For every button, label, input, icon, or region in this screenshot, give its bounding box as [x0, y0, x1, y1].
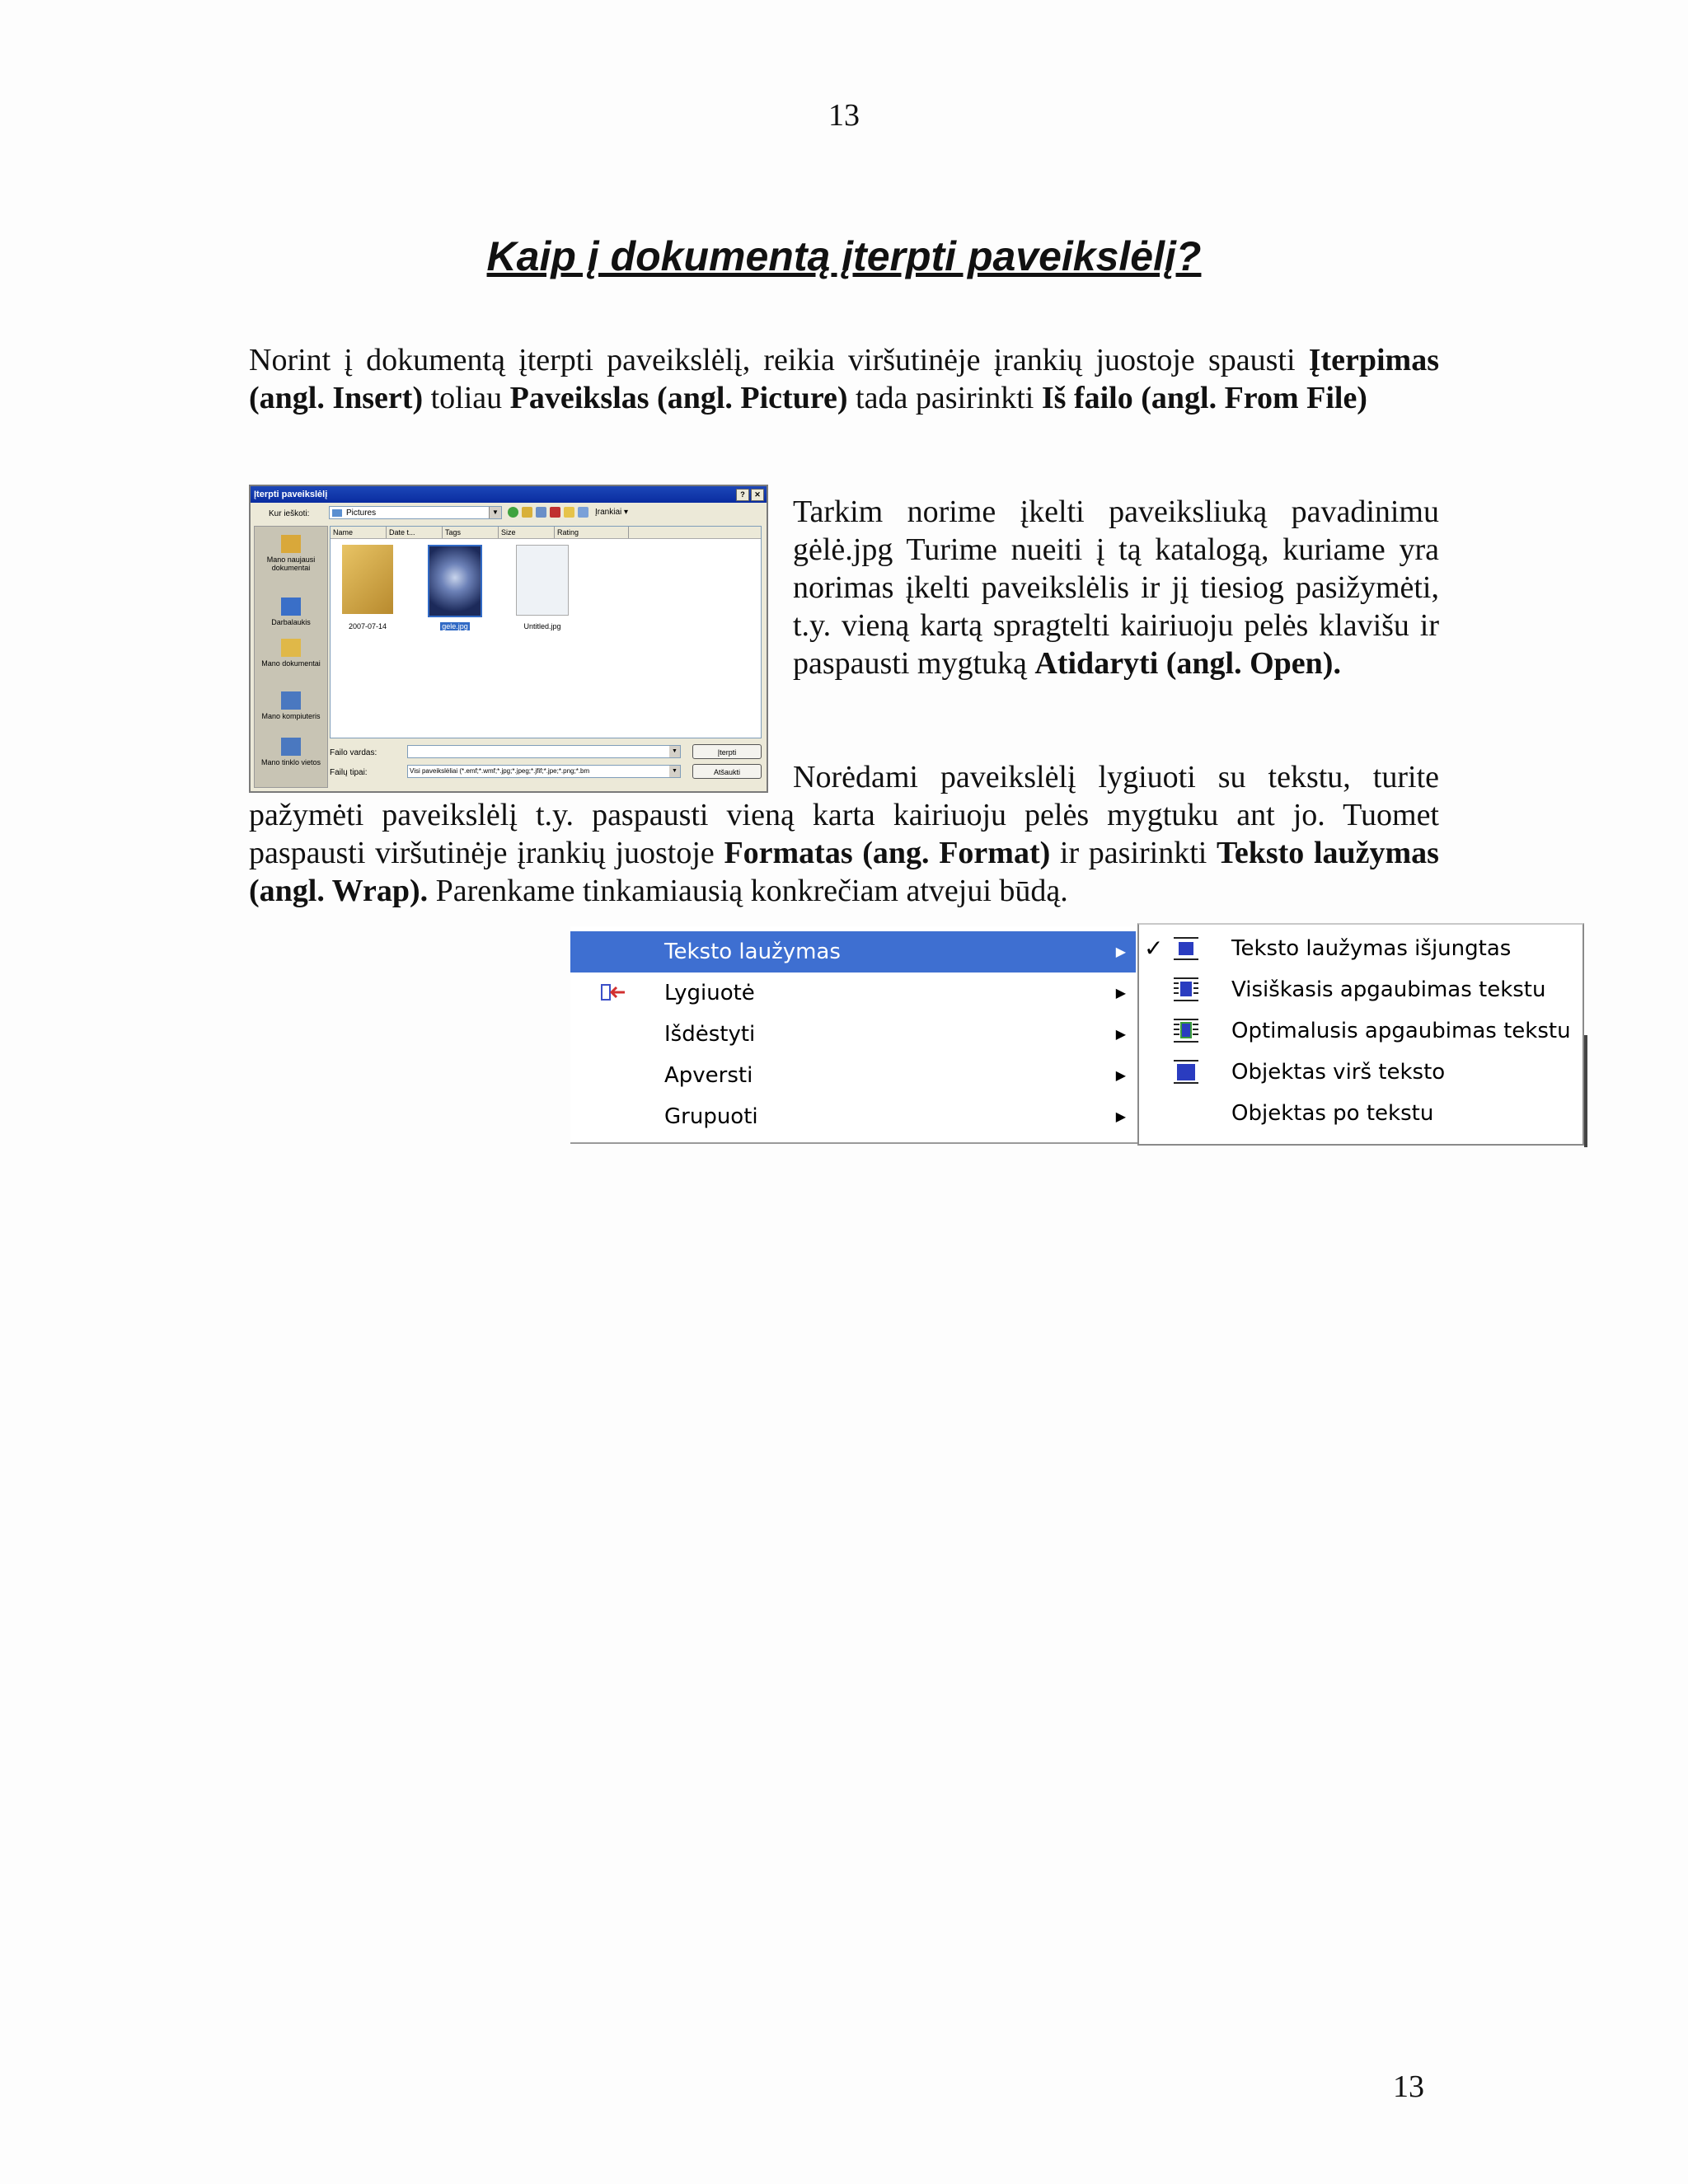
- menu-item-text-wrapping[interactable]: [570, 931, 1136, 972]
- close-button[interactable]: ✕: [751, 489, 764, 501]
- p1-bold-picture: Paveikslas (angl. Picture): [509, 381, 848, 415]
- p1-text-3: tada pasirinkti: [847, 381, 1042, 415]
- dialog-titlebar: [251, 486, 767, 503]
- paragraph-wrap-instructions: [249, 758, 1439, 910]
- p1-bold-insert: Įterpimas (angl. Insert): [249, 343, 1439, 415]
- file-list[interactable]: [330, 526, 762, 738]
- p2-text-1: Tarkim norime įkelti paveiksliuką pavadinimu gėlė.jpg Turime nueiti į tą katalogą, kuriame yra norimas įkelti paveikslėlis ir jį tiesiog pasižymėti, t.y. vieną kartą spragtelti kairiuoju pelės klavišu ir paspausti mygtuką: [793, 494, 1439, 681]
- place-recent[interactable]: [255, 535, 327, 572]
- filename-dropdown-icon[interactable]: ▼: [669, 746, 680, 757]
- p1-bold-from-file: Iš failo (angl. From File): [1041, 381, 1367, 415]
- dropdown-arrow-icon[interactable]: ▼: [489, 507, 501, 518]
- place-label-recent: Mano naujausi dokumentai: [266, 555, 316, 572]
- look-in-value: Pictures: [346, 509, 377, 518]
- column-date[interactable]: Date t...: [387, 527, 443, 538]
- p3-bold-format: Formatas (ang. Format): [724, 836, 1051, 870]
- submenu-item-label: Objektas virš teksto: [1231, 1060, 1446, 1085]
- submenu-arrow-icon: ▶: [1115, 1026, 1126, 1042]
- submenu-item-in-front[interactable]: [1139, 1052, 1582, 1093]
- column-tags[interactable]: Tags: [443, 527, 499, 538]
- menu-item-label: Grupuoti: [664, 1104, 758, 1129]
- filename-label: Failo vardas:: [330, 748, 377, 757]
- paragraph-insert-instructions: [249, 341, 1439, 417]
- menu-item-label: Apversti: [664, 1063, 753, 1088]
- submenu-arrow-icon: ▶: [1115, 1108, 1126, 1124]
- p1-text-2: toliau: [423, 381, 510, 415]
- menu-item-label: Išdėstyti: [664, 1022, 756, 1047]
- page-number-top: 13: [828, 98, 860, 133]
- file-thumb-gele[interactable]: [426, 545, 484, 619]
- places-bar: [254, 526, 328, 788]
- place-desktop[interactable]: [255, 598, 327, 626]
- place-label-my-computer: Mano kompiuteris: [261, 712, 321, 720]
- menu-item-label: Lygiuotė: [664, 981, 755, 1005]
- menu-item-flip[interactable]: [570, 1055, 1136, 1096]
- menu-item-label: Teksto laužymas: [664, 940, 841, 964]
- filename-input[interactable]: [407, 745, 681, 758]
- back-icon[interactable]: [508, 507, 518, 518]
- submenu-item-label: Optimalusis apgaubimas tekstu: [1231, 1019, 1571, 1043]
- help-button[interactable]: ?: [736, 489, 749, 501]
- column-rating[interactable]: Rating: [555, 527, 629, 538]
- recent-documents-icon: [281, 535, 301, 553]
- p3-text-1: Norėdami paveikslėlį lygiuoti su tekstu, turite pažymėti paveikslėlį t.y. paspausti vieną karta kairiuoju pelės mygtuku ant jo. Tuomet paspausti viršutinėje įrankių juostoje: [249, 760, 1439, 870]
- submenu-arrow-icon: ▶: [1115, 1067, 1126, 1083]
- document-image-icon: [516, 545, 569, 616]
- submenu-item-label: Objektas po tekstu: [1231, 1101, 1434, 1126]
- filetype-value: Visi paveikslėliai (*.emf;*.wmf;*.jpg;*.jpeg;*.jfif;*.jpe;*.png;*.bm: [410, 767, 590, 775]
- my-documents-icon: [281, 639, 301, 657]
- selected-file-name: gele.jpg: [442, 622, 468, 630]
- file-list-header: [331, 527, 761, 539]
- file-thumb-folder[interactable]: [339, 545, 396, 619]
- file-label: Untitled.jpg: [523, 622, 561, 630]
- page-title: Kaip į dokumentą įterpti paveikslėlį?: [486, 233, 1202, 279]
- filetype-label: Failų tipai:: [330, 768, 368, 777]
- place-label-my-documents: Mano dokumentai: [261, 659, 321, 668]
- submenu-item-behind[interactable]: [1139, 1093, 1582, 1134]
- submenu-item-wrap-off[interactable]: [1139, 928, 1582, 969]
- p3-text-3: Parenkame tinkamiausią konkrečiam atvejui būdą.: [428, 874, 1068, 908]
- search-web-icon[interactable]: [536, 507, 546, 518]
- p1-text-1: Norint į dokumentą įterpti paveikslėlį, reikia viršutinėje įrankių juostoje spausti: [249, 343, 1309, 377]
- submenu-item-square[interactable]: [1139, 969, 1582, 1010]
- place-label-network: Mano tinklo vietos: [260, 758, 321, 766]
- menu-item-align[interactable]: [570, 972, 1136, 1014]
- place-label-desktop: Darbalaukis: [271, 618, 311, 626]
- submenu-item-label: Teksto laužymas išjungtas: [1231, 936, 1512, 961]
- format-menu: [570, 926, 1139, 1144]
- flower-image-icon: [428, 545, 482, 617]
- p2-bold-open: Atidaryti (angl. Open).: [1034, 646, 1341, 681]
- wrap-tight-icon: [1172, 1017, 1200, 1045]
- tools-menu[interactable]: Įrankiai ▾: [595, 508, 629, 517]
- screenshot-edge: [1584, 1035, 1587, 1147]
- page-number-bottom: 13: [1393, 2069, 1424, 2104]
- views-icon[interactable]: [578, 507, 588, 518]
- align-icon: [600, 982, 628, 1002]
- wrap-square-icon: [1172, 976, 1200, 1004]
- column-size[interactable]: Size: [499, 527, 555, 538]
- delete-icon[interactable]: [550, 507, 560, 518]
- wrap-off-icon: [1172, 935, 1200, 963]
- folder-thumbnail-icon: [342, 545, 393, 614]
- submenu-item-tight[interactable]: [1139, 1010, 1582, 1052]
- filetype-dropdown-icon[interactable]: ▼: [669, 766, 680, 777]
- insert-picture-dialog: [249, 485, 768, 793]
- text-wrapping-submenu: [1137, 923, 1584, 1146]
- file-thumb-untitled[interactable]: [513, 545, 571, 619]
- cancel-button[interactable]: Atšaukti: [692, 764, 762, 779]
- menu-item-arrange[interactable]: [570, 1014, 1136, 1055]
- column-name[interactable]: Name: [331, 527, 387, 538]
- dialog-title: Įterpti paveikslėlį: [254, 490, 328, 499]
- in-front-of-text-icon: [1172, 1058, 1200, 1086]
- network-places-icon: [281, 738, 301, 756]
- new-folder-icon[interactable]: [564, 507, 574, 518]
- desktop-icon: [281, 598, 301, 616]
- place-my-computer[interactable]: [255, 691, 327, 720]
- look-in-select[interactable]: [329, 506, 502, 519]
- insert-button[interactable]: Įterpti: [692, 744, 762, 759]
- p3-text-2: ir pasirinkti: [1050, 836, 1217, 870]
- up-folder-icon[interactable]: [522, 507, 532, 518]
- folder-icon: [332, 509, 342, 517]
- file-label-selected: [418, 622, 492, 630]
- paragraph-select-picture: [793, 493, 1439, 682]
- file-label: 2007-07-14: [348, 622, 387, 630]
- submenu-arrow-icon: ▶: [1115, 985, 1126, 1001]
- menu-item-group[interactable]: [570, 1096, 1136, 1137]
- p3-bold-wrap: Teksto laužymas (angl. Wrap).: [249, 836, 1439, 908]
- submenu-item-label: Visiškasis apgaubimas tekstu: [1231, 977, 1546, 1002]
- checkmark-icon: ✓: [1144, 935, 1164, 962]
- look-in-label: Kur ieškoti:: [269, 509, 310, 518]
- dialog-toolbar: [508, 507, 628, 518]
- submenu-arrow-icon: ▶: [1115, 944, 1126, 959]
- place-my-documents[interactable]: [255, 639, 327, 668]
- my-computer-icon: [281, 691, 301, 710]
